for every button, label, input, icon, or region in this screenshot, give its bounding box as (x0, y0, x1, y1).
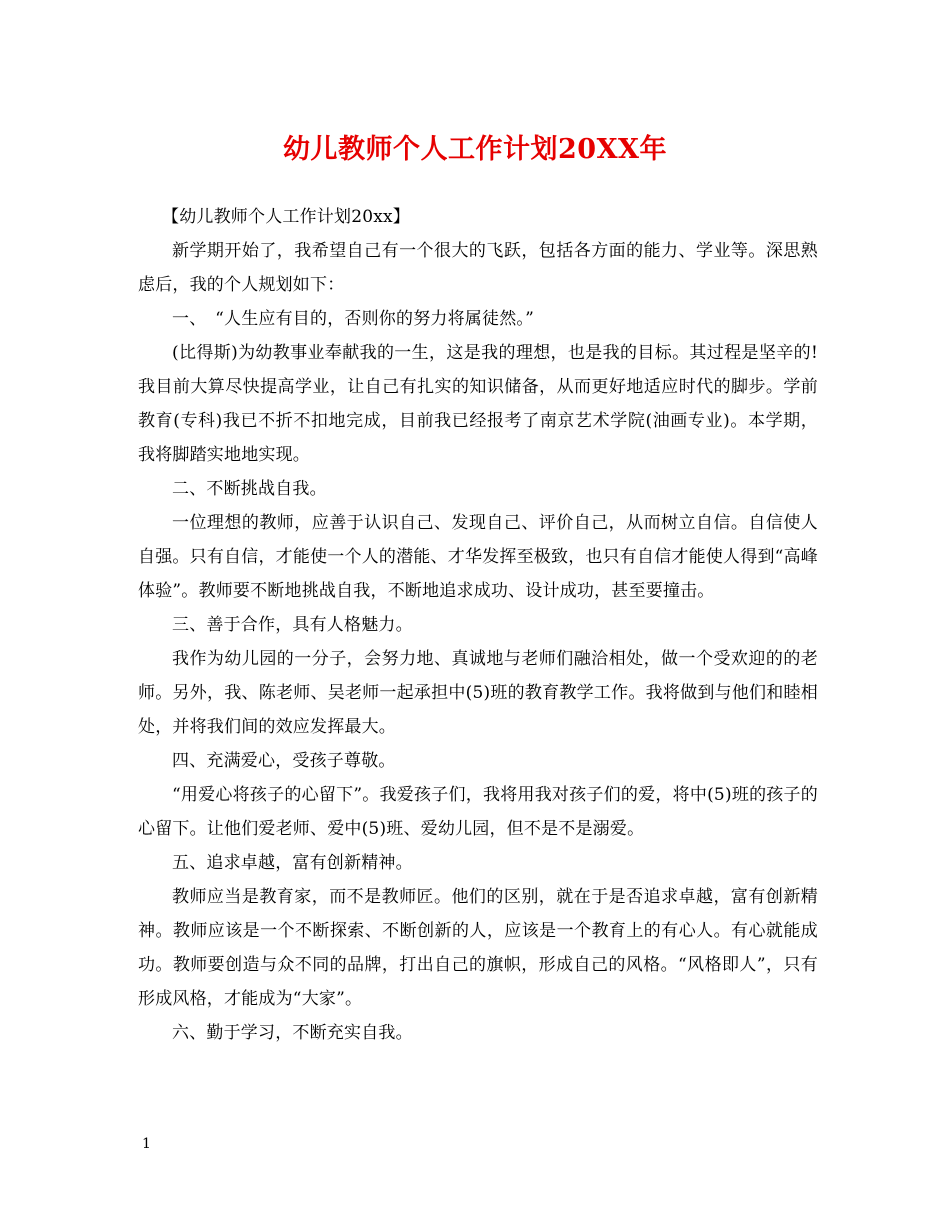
section-paragraph-3: 我作为幼儿园的一分子，会努力地、真诚地与老师们融洽相处，做一个受欢迎的的老师。另外，我、陈老师、吴老师一起承担中(5)班的教育教学工作。我将做到与他们和睦相处，并将我们间的效应发挥最大。 (138, 649, 818, 737)
section-paragraph-1: (比得斯)为幼教事业奉献我的一生，这是我的理想，也是我的目标。其过程是坚辛的!我目前大算尽快提高学业，让自己有扎实的知识储备，从而更好地适应时代的脚步。学前教育(专科)我已不折不扣地完成，目前我已经报考了南京艺术学院(油画专业)。本学期，我将脚踏实地地实现。 (138, 343, 818, 465)
subtitle-paragraph: 【幼儿教师个人工作计划20xx】 (162, 207, 411, 227)
page-number: 1 (142, 1136, 151, 1152)
section-heading-1: 一、 “人生应有目的，否则你的努力将属徒然。” (172, 309, 534, 329)
section-heading-5: 五、追求卓越，富有创新精神。 (172, 853, 413, 873)
document-body (138, 200, 818, 1050)
section-paragraph-4: “用爱心将孩子的心留下”。我爱孩子们，我将用我对孩子们的爱，将中(5)班的孩子的心留下。让他们爱老师、爱中(5)班、爱幼儿园，但不是不是溺爱。 (138, 785, 818, 839)
section-paragraph-5: 教师应当是教育家，而不是教师匠。他们的区别，就在于是否追求卓越，富有创新精神。教师应该是一个不断探索、不断创新的人，应该是一个教育上的有心人。有心就能成功。教师要创造与众不同的品牌，打出自己的旗帜，形成自己的风格。“风格即人”，只有形成风格，才能成为“大家”。 (138, 887, 818, 1009)
section-heading-4: 四、充满爱心，受孩子尊敬。 (172, 751, 396, 771)
section-heading-3: 三、善于合作，具有人格魅力。 (172, 615, 413, 635)
document-title: 幼儿教师个人工作计划20XX年 (283, 134, 667, 165)
intro-paragraph: 新学期开始了，我希望自己有一个很大的飞跃，包括各方面的能力、学业等。深思熟虑后，我的个人规划如下： (138, 241, 818, 295)
section-heading-2: 二、不断挑战自我。 (172, 479, 327, 499)
section-paragraph-2: 一位理想的教师，应善于认识自己、发现自己、评价自己，从而树立自信。自信使人自强。只有自信，才能使一个人的潜能、才华发挥至极致，也只有自信才能使人得到“高峰体验”。教师要不断地挑战自我，不断地追求成功、设计成功，甚至要撞击。 (138, 513, 818, 601)
section-heading-6: 六、勤于学习，不断充实自我。 (172, 1023, 413, 1043)
